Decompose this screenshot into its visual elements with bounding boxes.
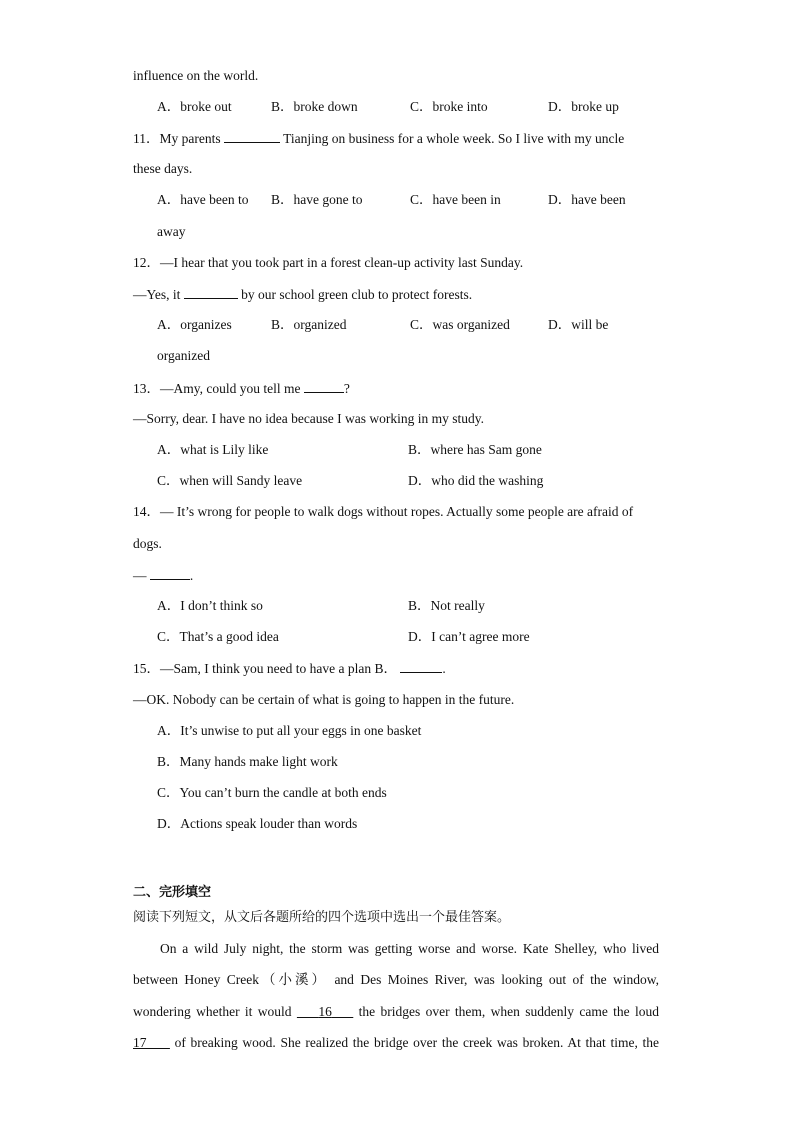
q11-answer-blank [224, 129, 280, 143]
q11-stem-a: My parents [159, 131, 221, 146]
q11-stem-line2: these days. [133, 161, 193, 176]
q13-line1-b: ? [343, 381, 350, 396]
q14-line3-b: . [189, 568, 194, 583]
q12-answer-blank [184, 285, 238, 299]
q15-option-c[interactable]: C．You can’t burn the candle at both ends [157, 785, 387, 800]
section2-title: 二、完形填空 [133, 885, 212, 900]
q14-line3-a: — [133, 568, 147, 583]
q12-line2-b: by our school green club to protect forests. [241, 287, 473, 302]
q14-option-b[interactable]: B．Not really [408, 598, 485, 613]
passage-line3-b: the bridges over them, when suddenly came the loud [358, 1004, 660, 1019]
q13-answer-blank [304, 379, 344, 393]
q12-option-d-wrap: organized [157, 348, 210, 363]
passage-line1: On a wild July night, the storm was getting worse and worse. Kate Shelley, who lived [160, 941, 659, 956]
q15-option-d[interactable]: D．Actions speak louder than words [157, 816, 358, 831]
q11-option-c[interactable]: C．have been in [410, 192, 501, 207]
passage-line2: between Honey Creek（小溪） and Des Moines River, was looking out of the window, [133, 972, 659, 987]
q11-stem-b: Tianjing on business for a whole week. So I live with my uncle [283, 131, 625, 146]
q14-answer-blank [150, 566, 190, 580]
q11-number: 11． [133, 131, 160, 146]
q12-line2-a: —Yes, it [133, 287, 181, 302]
q14-option-d[interactable]: D．I can’t agree more [408, 629, 530, 644]
q13-option-d[interactable]: D．who did the washing [408, 473, 544, 488]
cloze-blank-16[interactable] [297, 1004, 353, 1019]
cloze-blank-16-number: 16 [318, 1004, 332, 1019]
q13-option-a[interactable]: A．what is Lily like [157, 442, 269, 457]
q10-option-b[interactable]: B．broke down [271, 99, 358, 114]
q12-option-d[interactable]: D．will be [548, 317, 609, 332]
q12-option-c[interactable]: C．was organized [410, 317, 510, 332]
passage-line4-b: of breaking wood. She realized the bridge over the creek was broken. At that time, the [174, 1035, 660, 1050]
q14-option-a[interactable]: A．I don’t think so [157, 598, 263, 613]
q13-line2: —Sorry, dear. I have no idea because I was working in my study. [133, 411, 485, 426]
q12-option-b[interactable]: B．organized [271, 317, 347, 332]
q15-option-a[interactable]: A．It’s unwise to put all your eggs in one basket [157, 723, 422, 738]
cloze-blank-17-number: 17 [133, 1035, 147, 1050]
passage-line3 [133, 1003, 659, 1021]
q14-option-c[interactable]: C．That’s a good idea [157, 629, 279, 644]
q13-line1-a: 13．—Amy, could you tell me [133, 381, 301, 396]
q14-line3 [133, 566, 193, 585]
q13-option-b[interactable]: B．where has Sam gone [408, 442, 542, 457]
q11-option-d-wrap: away [157, 224, 186, 239]
q10-stem-end: influence on the world. [133, 68, 259, 83]
q13-option-c[interactable]: C．when will Sandy leave [157, 473, 303, 488]
q15-line2: —OK. Nobody can be certain of what is going to happen in the future. [133, 692, 515, 707]
cloze-blank-17[interactable] [133, 1035, 170, 1050]
q13-line1 [133, 379, 350, 398]
q15-answer-blank [400, 659, 442, 673]
q15-line1 [133, 659, 446, 678]
q11-option-d[interactable]: D．have been [548, 192, 626, 207]
q11-option-a[interactable]: A．have been to [157, 192, 249, 207]
q12-line1: 12．—I hear that you took part in a forest clean-up activity last Sunday. [133, 255, 524, 270]
passage-line3-a: wondering whether it would [133, 1004, 292, 1019]
q11-option-b[interactable]: B．have gone to [271, 192, 363, 207]
q14-line1: 14．— It’s wrong for people to walk dogs without ropes. Actually some people are afraid of [133, 504, 634, 519]
q12-option-a[interactable]: A．organizes [157, 317, 232, 332]
q15-line1-a: 15．—Sam, I think you need to have a plan B． [133, 661, 397, 676]
q14-line2: dogs. [133, 536, 162, 551]
q10-option-c[interactable]: C．broke into [410, 99, 488, 114]
q15-option-b[interactable]: B．Many hands make light work [157, 754, 338, 769]
q10-option-a[interactable]: A．broke out [157, 99, 232, 114]
q11-stem-line1 [133, 129, 624, 148]
passage-line4 [133, 1034, 659, 1052]
q12-line2 [133, 285, 472, 304]
q10-option-d[interactable]: D．broke up [548, 99, 619, 114]
section2-instruction: 阅读下列短文，从文后各题所给的四个选项中选出一个最佳答案。 [133, 910, 511, 925]
q15-line1-b: . [442, 661, 446, 676]
